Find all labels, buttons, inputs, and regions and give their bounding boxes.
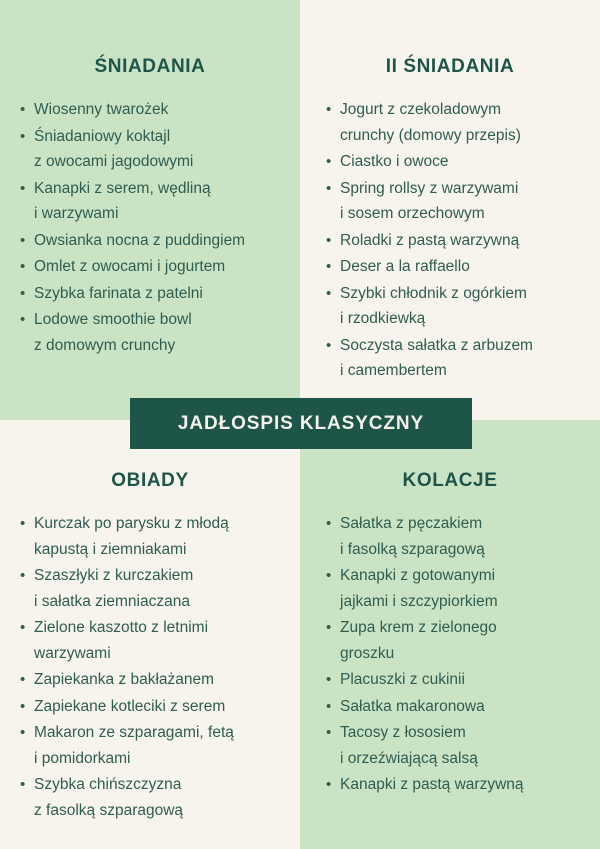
menu-item: • Szybki chłodnik z ogórkiem i rzodkiewką: [326, 281, 594, 332]
menu-item: • Zapiekanka z bakłażanem: [20, 667, 294, 693]
menu-item: • Lodowe smoothie bowl z domowym crunchy: [20, 307, 294, 358]
menu-list-ii-sniadania: [326, 97, 594, 384]
menu-item: • Soczysta sałatka z arbuzem i camembertem: [326, 333, 594, 384]
menu-item: • Tacosy z łososiem i orzeźwiającą salsą: [326, 720, 594, 771]
menu-item: • Omlet z owocami i jogurtem: [20, 254, 294, 280]
menu-item: • Kanapki z serem, wędliną i warzywami: [20, 176, 294, 227]
menu-item: • Sałatka makaronowa: [326, 694, 594, 720]
banner-title: JADŁOSPIS KLASYCZNY: [177, 412, 425, 434]
menu-item: • Szybka farinata z patelni: [20, 281, 294, 307]
menu-item: • Spring rollsy z warzywami i sosem orzechowym: [326, 176, 594, 227]
section-title-kolacje: KOLACJE: [402, 470, 498, 491]
section-title-ii-sniadania: II ŚNIADANIA: [385, 56, 515, 77]
center-banner: [130, 398, 472, 449]
section-title-obiady: OBIADY: [111, 470, 189, 491]
menu-item: • Kanapki z pastą warzywną: [326, 772, 594, 798]
menu-item: • Kurczak po parysku z młodą kapustą i ziemniakami: [20, 511, 294, 562]
section-sniadania: [0, 0, 300, 359]
menu-list-kolacje: [326, 511, 594, 798]
menu-item: • Kanapki z gotowanymi jajkami i szczypiorkiem: [326, 563, 594, 614]
section-ii-sniadania: [300, 0, 600, 385]
menu-item: • Śniadaniowy koktajl z owocami jagodowymi: [20, 124, 294, 175]
menu-item: • Sałatka z pęczakiem i fasolką szparagową: [326, 511, 594, 562]
menu-item: • Zupa krem z zielonego groszku: [326, 615, 594, 666]
menu-item: • Makaron ze szparagami, fetą i pomidorkami: [20, 720, 294, 771]
menu-item: • Szaszłyki z kurczakiem i sałatka ziemniaczana: [20, 563, 294, 614]
menu-item: • Zielone kaszotto z letnimi warzywami: [20, 615, 294, 666]
menu-item: • Ciastko i owoce: [326, 149, 594, 175]
menu-item: • Jogurt z czekoladowym crunchy (domowy przepis): [326, 97, 594, 148]
menu-item: • Deser a la raffaello: [326, 254, 594, 280]
menu-list-obiady: [20, 511, 294, 823]
menu-item: • Roladki z pastą warzywną: [326, 228, 594, 254]
section-kolacje: [300, 420, 600, 799]
menu-item: • Szybka chińszczyzna z fasolką szparagową: [20, 772, 294, 823]
menu-item: • Zapiekane kotleciki z serem: [20, 694, 294, 720]
menu-item: • Placuszki z cukinii: [326, 667, 594, 693]
menu-list-sniadania: [20, 97, 294, 358]
section-title-sniadania: ŚNIADANIA: [94, 56, 206, 77]
menu-item: • Wiosenny twarożek: [20, 97, 294, 123]
menu-item: • Owsianka nocna z puddingiem: [20, 228, 294, 254]
section-obiady: [0, 420, 300, 824]
